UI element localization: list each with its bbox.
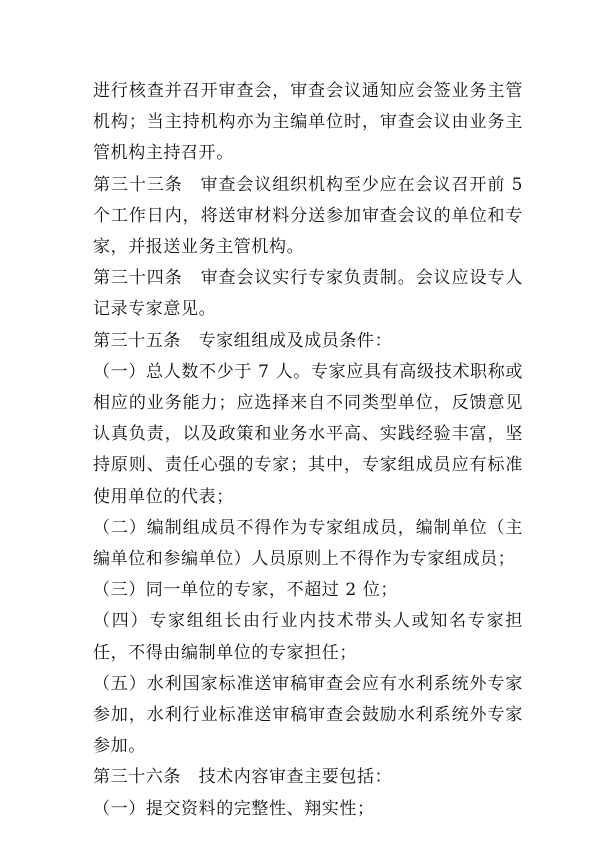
article-34: 第三十四条 审查会议实行专家负责制。会议应设专人记录专家意见。 bbox=[93, 268, 523, 320]
document-body bbox=[93, 76, 523, 825]
article-36-item-1: （一）提交资料的完整性、翔实性； bbox=[93, 798, 375, 819]
article-35-item-5: （五）水利国家标准送审稿审查会应有水利系统外专家参加，水利行业标准送审稿审查会鼓励水利系统外专家参加。 bbox=[93, 673, 523, 757]
article-36-heading: 第三十六条 技术内容审查主要包括： bbox=[93, 767, 393, 788]
article-35-heading: 第三十五条 专家组组成及成员条件： bbox=[93, 330, 393, 351]
article-35-item-4: （四）专家组组长由行业内技术带头人或知名专家担任，不得由编制单位的专家担任； bbox=[93, 611, 523, 663]
article-35-item-2: （二）编制组成员不得作为专家组成员，编制单位（主编单位和参编单位）人员原则上不得作为专家组成员； bbox=[93, 517, 523, 570]
article-35-item-1: （一）总人数不少于 7 人。专家应具有高级技术职称或相应的业务能力；应选择来自不同类型单位，反馈意见认真负责，以及政策和业务水平高、实践经验丰富，坚持原则、责任心强的专家；其中，专家组成员应有标准使用单位的代表； bbox=[93, 361, 523, 507]
article-35-item-3: （三）同一单位的专家，不超过 2 位； bbox=[93, 580, 399, 601]
paragraph-1: 进行核查并召开审查会，审查会议通知应会签业务主管机构；当主持机构亦为主编单位时，审查会议由业务主管机构主持召开。 bbox=[93, 81, 523, 164]
article-33: 第三十三条 审查会议组织机构至少应在会议召开前 5 个工作日内，将送审材料分送参加审查会议的单位和专家，并报送业务主管机构。 bbox=[93, 174, 523, 258]
